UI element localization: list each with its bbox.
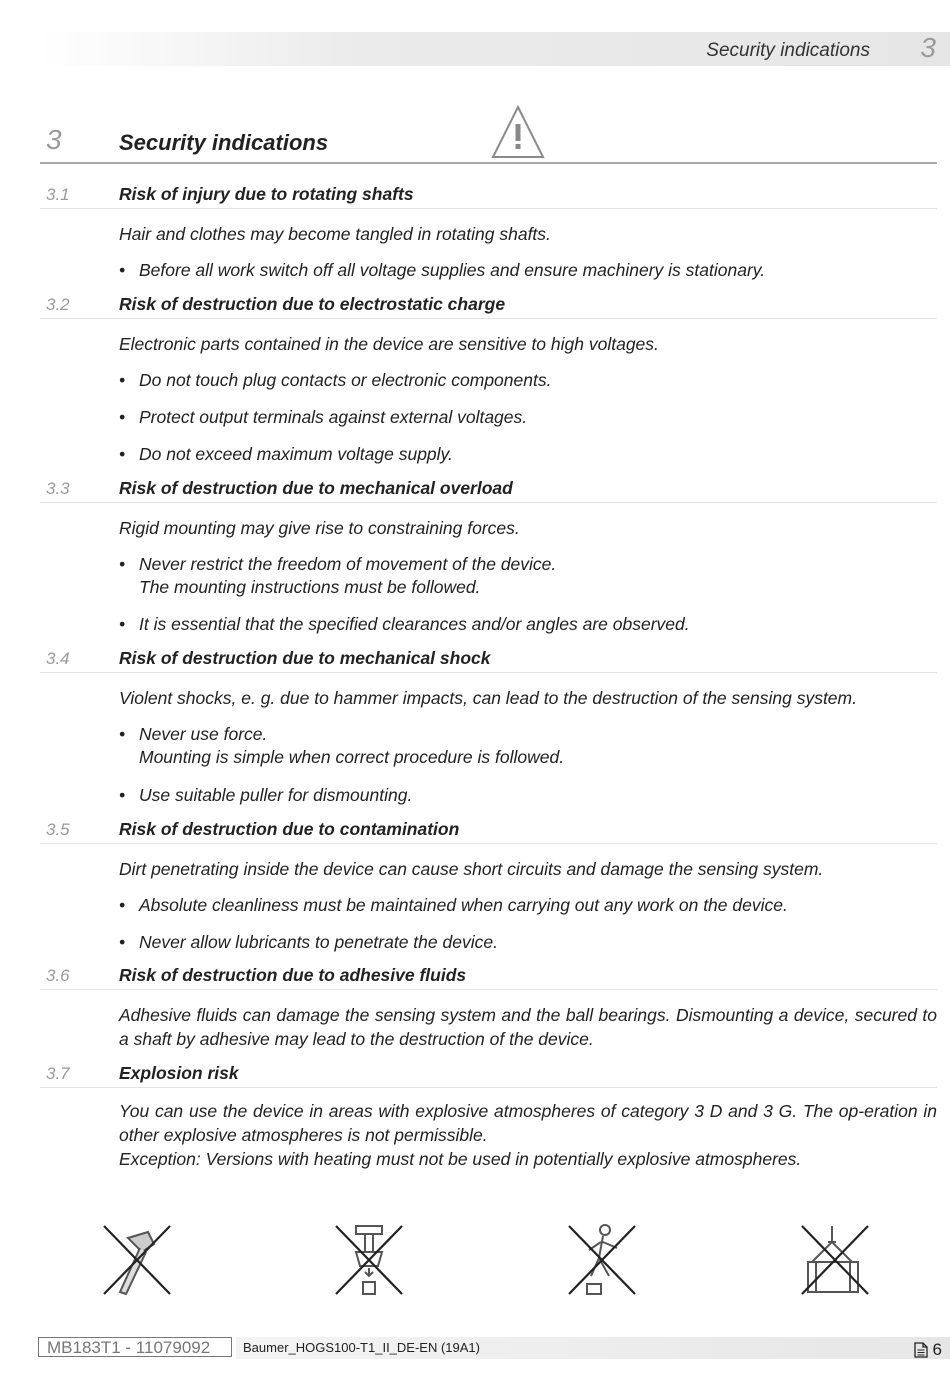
bullet-dot: • — [119, 724, 126, 744]
bullet-line: Never allow lubricants to penetrate the device. — [139, 932, 498, 952]
bullet-line: Do not exceed maximum voltage supply. — [139, 444, 453, 464]
section-paragraph: Exception: Versions with heating must not be used in potentially explosive atmospheres. — [119, 1149, 802, 1169]
no-load-on-shaft-icon — [332, 1222, 406, 1298]
no-stepping-icon — [565, 1222, 639, 1298]
bullet-dot: • — [119, 370, 126, 390]
section-divider — [40, 989, 937, 990]
footer-page-number: 6 — [932, 1340, 942, 1359]
bullet-dot: • — [119, 407, 126, 427]
section-title: Risk of destruction due to contamination — [119, 819, 460, 839]
chapter-title: Security indications — [119, 130, 329, 155]
bullet-dot: • — [119, 260, 126, 280]
section-paragraph: Dirt penetrating inside the device can cause short circuits and damage the sensing system. — [119, 859, 824, 879]
bullet-line: Protect output terminals against external voltages. — [139, 407, 528, 427]
bullet-dot: • — [119, 785, 126, 805]
section-title: Risk of destruction due to mechanical shock — [119, 648, 491, 668]
section-divider — [40, 502, 937, 503]
section-paragraph: You can use the device in areas with explosive atmospheres of category 3 D and 3 G. The op-eration in other explosive atmospheres is not permissible. — [119, 1101, 937, 1145]
chapter-divider — [40, 162, 937, 164]
bullet-dot: • — [119, 614, 126, 634]
section-divider — [40, 843, 937, 844]
footer-document-code: MB183T1 - 11079092 — [38, 1337, 232, 1357]
section-number: 3.2 — [46, 295, 70, 314]
bullet-line: Do not touch plug contacts or electronic components. — [139, 370, 552, 390]
section-header — [0, 292, 950, 322]
section-header — [0, 963, 950, 993]
bullet-dot: • — [119, 895, 126, 915]
bullet-dot: • — [119, 932, 126, 952]
bullet-line: Mounting is simple when correct procedure is followed. — [139, 747, 565, 767]
bullet-line: Absolute cleanliness must be maintained when carrying out any work on the device. — [139, 895, 788, 915]
section-paragraph: Rigid mounting may give rise to constraining forces. — [119, 518, 520, 538]
bullet-line: Never use force. — [139, 724, 268, 744]
warning-triangle-icon — [490, 104, 546, 160]
bullet-dot: • — [119, 444, 126, 464]
section-header — [0, 1061, 950, 1091]
section-header — [0, 476, 950, 506]
section-title: Explosion risk — [119, 1063, 239, 1083]
footer-document-name: Baumer_HOGS100-T1_II_DE-EN (19A1) — [243, 1340, 480, 1355]
bullet-line: It is essential that the specified clearances and/or angles are observed. — [139, 614, 690, 634]
chapter-number: 3 — [46, 124, 62, 155]
section-number: 3.1 — [46, 185, 70, 204]
header-chapter-number: 3 — [920, 32, 936, 63]
section-number: 3.3 — [46, 479, 70, 498]
section-header — [0, 817, 950, 847]
section-paragraph: Hair and clothes may become tangled in rotating shafts. — [119, 224, 551, 244]
section-title: Risk of destruction due to mechanical overload — [119, 478, 513, 498]
bullet-line: Never restrict the freedom of movement of the device. — [139, 554, 557, 574]
header-title: Security indications — [706, 40, 870, 61]
section-paragraph: Adhesive fluids can damage the sensing system and the ball bearings. Dismounting a device, secured to a shaft by adhesive may lead to the destruction of the device. — [119, 1005, 937, 1049]
section-number: 3.7 — [46, 1064, 70, 1083]
bullet-line: Before all work switch off all voltage supplies and ensure machinery is stationary. — [139, 260, 766, 280]
section-number: 3.5 — [46, 820, 70, 839]
section-number: 3.4 — [46, 649, 70, 668]
bullet-line: The mounting instructions must be followed. — [139, 577, 481, 597]
bullet-line: Use suitable puller for dismounting. — [139, 785, 413, 805]
section-header — [0, 646, 950, 676]
section-divider — [40, 1087, 937, 1088]
section-number: 3.6 — [46, 966, 70, 985]
no-lifting-icon — [798, 1222, 872, 1298]
section-title: Risk of destruction due to adhesive fluids — [119, 965, 467, 985]
section-title: Risk of injury due to rotating shafts — [119, 184, 414, 204]
section-title: Risk of destruction due to electrostatic charge — [119, 294, 506, 314]
document-page-icon — [914, 1342, 928, 1358]
section-header — [0, 182, 950, 212]
no-hammer-icon — [100, 1222, 174, 1298]
section-paragraph: Violent shocks, e. g. due to hammer impacts, can lead to the destruction of the sensing system. — [119, 688, 857, 708]
section-paragraph: Electronic parts contained in the device are sensitive to high voltages. — [119, 334, 659, 354]
section-divider — [40, 208, 937, 209]
section-divider — [40, 318, 937, 319]
section-divider — [40, 672, 937, 673]
bullet-dot: • — [119, 554, 126, 574]
